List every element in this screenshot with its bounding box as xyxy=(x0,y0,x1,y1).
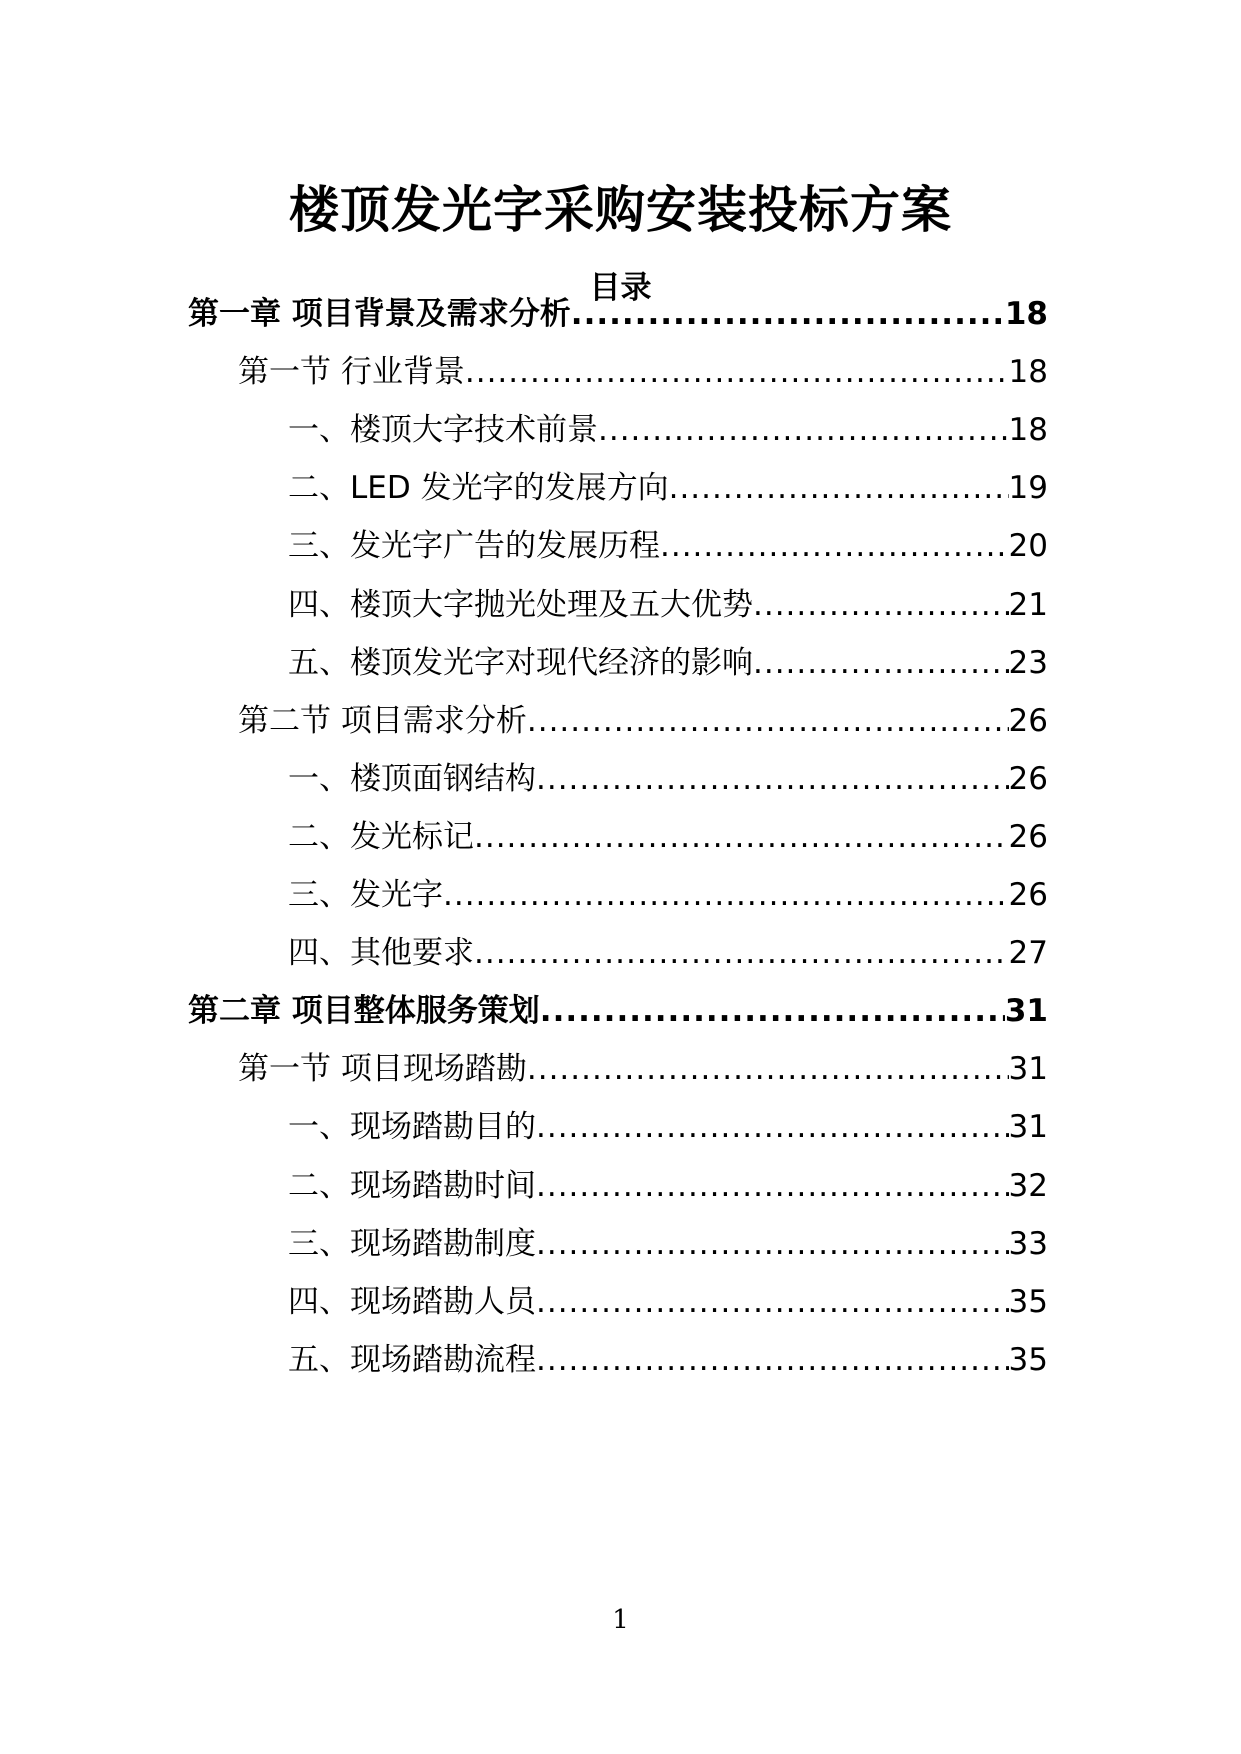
toc-entry-title: 第二节 项目需求分析 xyxy=(238,703,527,739)
toc-entry-title: 五、现场踏勘流程 xyxy=(288,1342,536,1378)
toc-entry-page: 20 xyxy=(1008,528,1048,564)
toc-leader-dots xyxy=(536,1338,1009,1382)
toc-entry[interactable] xyxy=(288,1338,1048,1382)
toc-entry-title: 四、现场踏勘人员 xyxy=(288,1284,536,1320)
toc-entry[interactable] xyxy=(238,1047,1048,1091)
toc-entry-title: 三、现场踏勘制度 xyxy=(288,1226,536,1262)
toc-entry-page: 35 xyxy=(1008,1284,1048,1320)
toc-entry-page: 26 xyxy=(1008,819,1048,855)
toc-leader-dots xyxy=(753,641,1009,685)
toc-entry-title: 一、楼顶大字技术前景 xyxy=(288,412,598,448)
toc-entry-title: 一、现场踏勘目的 xyxy=(288,1109,536,1145)
toc-leader-dots xyxy=(536,1280,1009,1324)
toc-entry-title: 五、楼顶发光字对现代经济的影响 xyxy=(288,645,753,681)
toc-entry-page: 26 xyxy=(1008,877,1048,913)
toc-entry-page: 33 xyxy=(1008,1226,1048,1262)
toc-leader-dots xyxy=(540,989,1005,1033)
toc-leader-dots xyxy=(536,1105,1009,1149)
toc-leader-dots xyxy=(536,1164,1009,1208)
toc-leader-dots xyxy=(571,292,1005,336)
toc-entry-title: 第一节 行业背景 xyxy=(238,354,465,390)
toc-leader-dots xyxy=(753,583,1009,627)
toc-entry-title: 四、楼顶大字抛光处理及五大优势 xyxy=(288,587,753,623)
toc-leader-dots xyxy=(527,699,1009,743)
toc-leader-dots xyxy=(536,1222,1009,1266)
toc-entry[interactable] xyxy=(288,1105,1048,1149)
toc-entry[interactable] xyxy=(288,524,1048,568)
toc-entry-title: 三、发光字广告的发展历程 xyxy=(288,528,660,564)
toc-entry[interactable] xyxy=(288,931,1048,975)
toc-entry[interactable] xyxy=(238,350,1048,394)
toc-entry-page: 23 xyxy=(1008,645,1048,681)
toc-entry[interactable] xyxy=(288,757,1048,801)
toc-leader-dots xyxy=(474,931,1009,975)
page-number: 1 xyxy=(612,1605,629,1635)
toc-entry-page: 18 xyxy=(1008,354,1048,390)
toc-leader-dots xyxy=(536,757,1009,801)
toc-entry[interactable] xyxy=(238,699,1048,743)
toc-entry-title: 二、LED 发光字的发展方向 xyxy=(288,470,669,506)
toc-entry-title: 二、发光标记 xyxy=(288,819,474,855)
toc-entry[interactable] xyxy=(288,408,1048,452)
toc-entry[interactable] xyxy=(288,641,1048,685)
toc-heading: 目录 xyxy=(589,270,652,306)
toc-entry-title: 三、发光字 xyxy=(288,877,443,913)
toc-entry-title: 第一节 项目现场踏勘 xyxy=(238,1051,527,1087)
toc-entry-page: 26 xyxy=(1008,703,1048,739)
toc-entry-page: 21 xyxy=(1008,587,1048,623)
toc-leader-dots xyxy=(527,1047,1009,1091)
toc-entry-page: 19 xyxy=(1008,470,1048,506)
document-title: 楼顶发光字采购安装投标方案 xyxy=(289,181,952,239)
toc-entry[interactable] xyxy=(288,1222,1048,1266)
toc-entry[interactable] xyxy=(288,466,1048,510)
toc-leader-dots xyxy=(465,350,1009,394)
toc-entry-page: 31 xyxy=(1008,1109,1048,1145)
toc-entry-title: 二、现场踏勘时间 xyxy=(288,1168,536,1204)
toc-entry-title: 四、其他要求 xyxy=(288,935,474,971)
toc-leader-dots xyxy=(443,873,1009,917)
toc-entry-page: 32 xyxy=(1008,1168,1048,1204)
toc-entry-title: 一、楼顶面钢结构 xyxy=(288,761,536,797)
toc-entry[interactable] xyxy=(288,815,1048,859)
toc-entry-page: 18 xyxy=(1004,296,1048,332)
toc-entry-title: 第二章 项目整体服务策划 xyxy=(188,993,540,1029)
toc-leader-dots xyxy=(660,524,1009,568)
toc-entry[interactable] xyxy=(188,989,1048,1033)
toc-leader-dots xyxy=(669,466,1009,510)
toc-entry-page: 35 xyxy=(1008,1342,1048,1378)
toc-entry[interactable] xyxy=(188,292,1048,336)
toc-entry-page: 27 xyxy=(1008,935,1048,971)
toc-entry-page: 26 xyxy=(1008,761,1048,797)
toc-entry-page: 31 xyxy=(1004,993,1048,1029)
toc-entry[interactable] xyxy=(288,873,1048,917)
toc-entry-title: 第一章 项目背景及需求分析 xyxy=(188,296,571,332)
toc-leader-dots xyxy=(474,815,1009,859)
toc-entry-page: 18 xyxy=(1008,412,1048,448)
toc-entry[interactable] xyxy=(288,583,1048,627)
toc-entry[interactable] xyxy=(288,1164,1048,1208)
toc-entry[interactable] xyxy=(288,1280,1048,1324)
toc-entry-page: 31 xyxy=(1008,1051,1048,1087)
toc-leader-dots xyxy=(598,408,1009,452)
